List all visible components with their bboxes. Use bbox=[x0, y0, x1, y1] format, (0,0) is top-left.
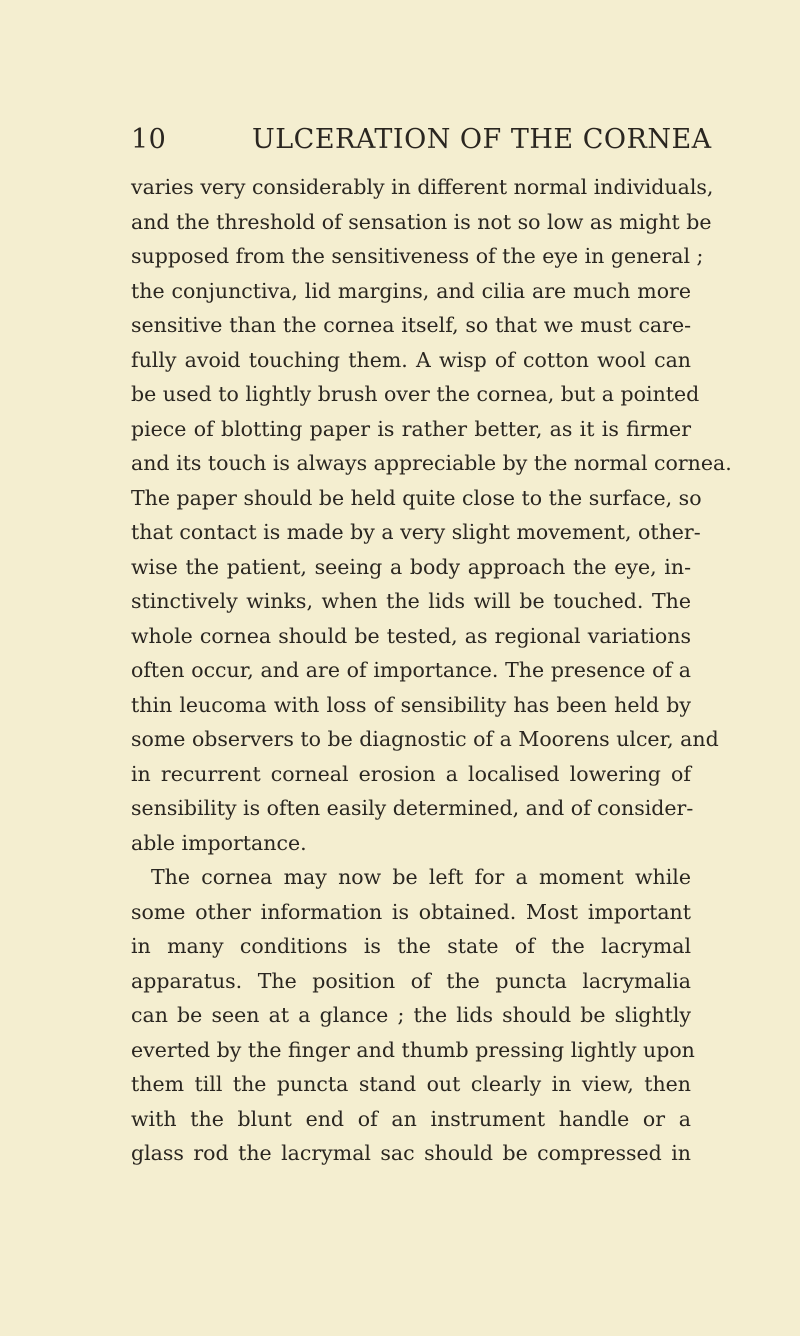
text-line: apparatus. The position of the puncta lacrymalia bbox=[131, 968, 691, 993]
text-line: piece of blotting paper is rather better, as it is firmer bbox=[131, 416, 691, 441]
text-line: in many conditions is the state of the lacrymal bbox=[131, 934, 691, 958]
body-text bbox=[131, 170, 732, 1171]
text-line: glass rod the lacrymal sac should be compressed in bbox=[131, 1141, 691, 1165]
text-line: stinctively winks, when the lids will be touched. The bbox=[131, 589, 691, 613]
text-line: whole cornea should be tested, as regional variations bbox=[131, 623, 691, 648]
text-line: some other information is obtained. Most important bbox=[131, 899, 691, 924]
text-line: supposed from the sensitiveness of the eye in general ; bbox=[131, 244, 704, 268]
text-line: some observers to be diagnostic of a Moorens ulcer, and bbox=[131, 727, 719, 751]
text-line: the conjunctiva, lid margins, and cilia are much more bbox=[131, 278, 691, 303]
text-line: wise the patient, seeing a body approach the eye, in- bbox=[131, 554, 691, 579]
text-line: can be seen at a glance ; the lids should be slightly bbox=[131, 1003, 691, 1027]
text-line: thin leucoma with loss of sensibility has been held by bbox=[131, 692, 691, 717]
text-line: with the blunt end of an instrument handle or a bbox=[131, 1106, 691, 1131]
text-line: that contact is made by a very slight movement, other- bbox=[131, 520, 701, 544]
text-line: everted by the finger and thumb pressing lightly upon bbox=[131, 1037, 695, 1062]
running-head bbox=[131, 124, 712, 164]
text-line: be used to lightly brush over the cornea, but a pointed bbox=[131, 382, 700, 406]
text-line: sensitive than the cornea itself, so that we must care- bbox=[131, 313, 691, 337]
text-line: and the threshold of sensation is not so low as might be bbox=[131, 209, 712, 234]
chapter-title: ULCERATION OF THE CORNEA bbox=[252, 124, 712, 155]
text-line: them till the puncta stand out clearly in view, then bbox=[131, 1072, 691, 1096]
text-line: in recurrent corneal erosion a localised lowering of bbox=[131, 761, 691, 786]
text-line: and its touch is always appreciable by the normal cornea. bbox=[131, 451, 732, 475]
text-line: often occur, and are of importance. The presence of a bbox=[131, 658, 691, 682]
text-line: fully avoid touching them. A wisp of cotton wool can bbox=[131, 347, 691, 372]
text-line: The cornea may now be left for a moment while bbox=[151, 865, 691, 889]
text-line: varies very considerably in different normal individuals, bbox=[131, 175, 714, 199]
text-line: sensibility is often easily determined, and of consider- bbox=[131, 796, 694, 820]
text-line: The paper should be held quite close to the surface, so bbox=[131, 485, 702, 510]
text-line: able importance. bbox=[131, 830, 307, 855]
page-number: 10 bbox=[131, 124, 167, 155]
